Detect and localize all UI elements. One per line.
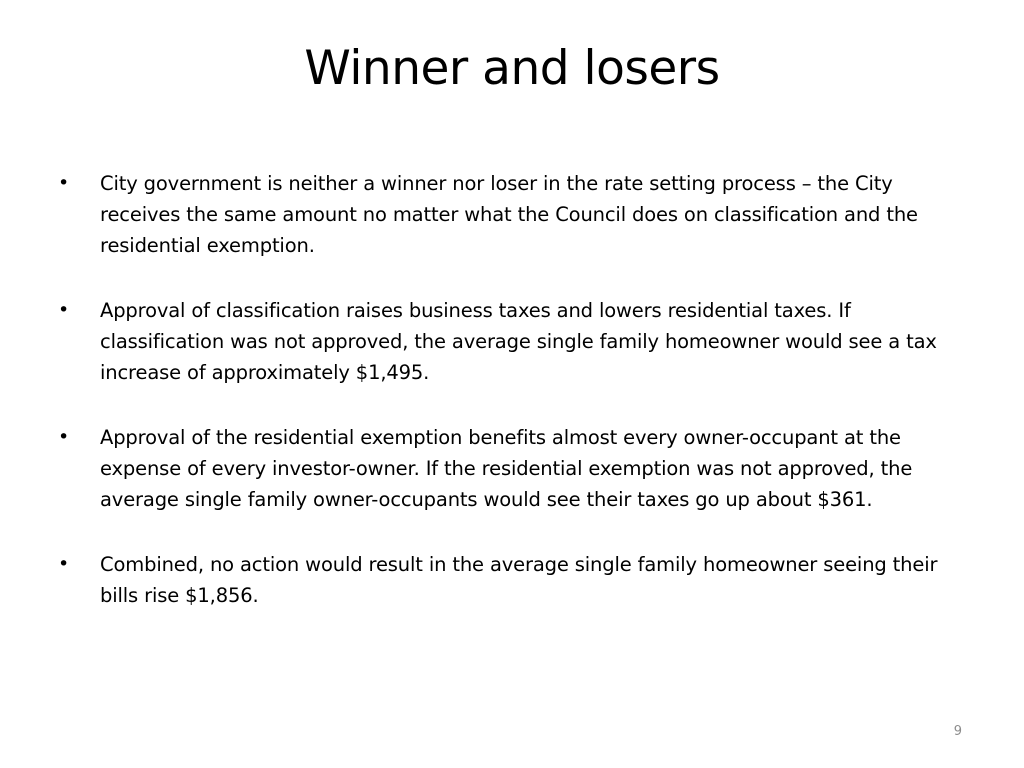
slide-title: Winner and losers	[304, 41, 720, 96]
bullet-list	[52, 168, 972, 645]
bullet-text: Approval of the residential exemption benefits almost every owner-occupant at the expense of every investor-owner. If the residential exemption was not approved, the average single family owner-occupants would see their taxes go up about $361.	[100, 426, 913, 511]
bullet-text: Combined, no action would result in the average single family homeowner seeing their bills rise $1,856.	[100, 553, 938, 607]
page-number: 9	[953, 724, 962, 739]
bullet-icon: •	[58, 299, 70, 321]
bullet-item	[52, 422, 972, 515]
bullet-item	[52, 168, 972, 261]
bullet-item	[52, 295, 972, 388]
bullet-icon: •	[58, 426, 70, 448]
bullet-icon: •	[58, 553, 70, 575]
bullet-text: City government is neither a winner nor loser in the rate setting process – the City receives the same amount no matter what the Council does on classification and the residential exemption.	[100, 172, 918, 257]
bullet-item	[52, 549, 972, 611]
bullet-text: Approval of classification raises business taxes and lowers residential taxes. If classification was not approved, the average single family homeowner would see a tax increase of approximately $1,495.	[100, 299, 937, 384]
bullet-icon: •	[58, 172, 70, 194]
